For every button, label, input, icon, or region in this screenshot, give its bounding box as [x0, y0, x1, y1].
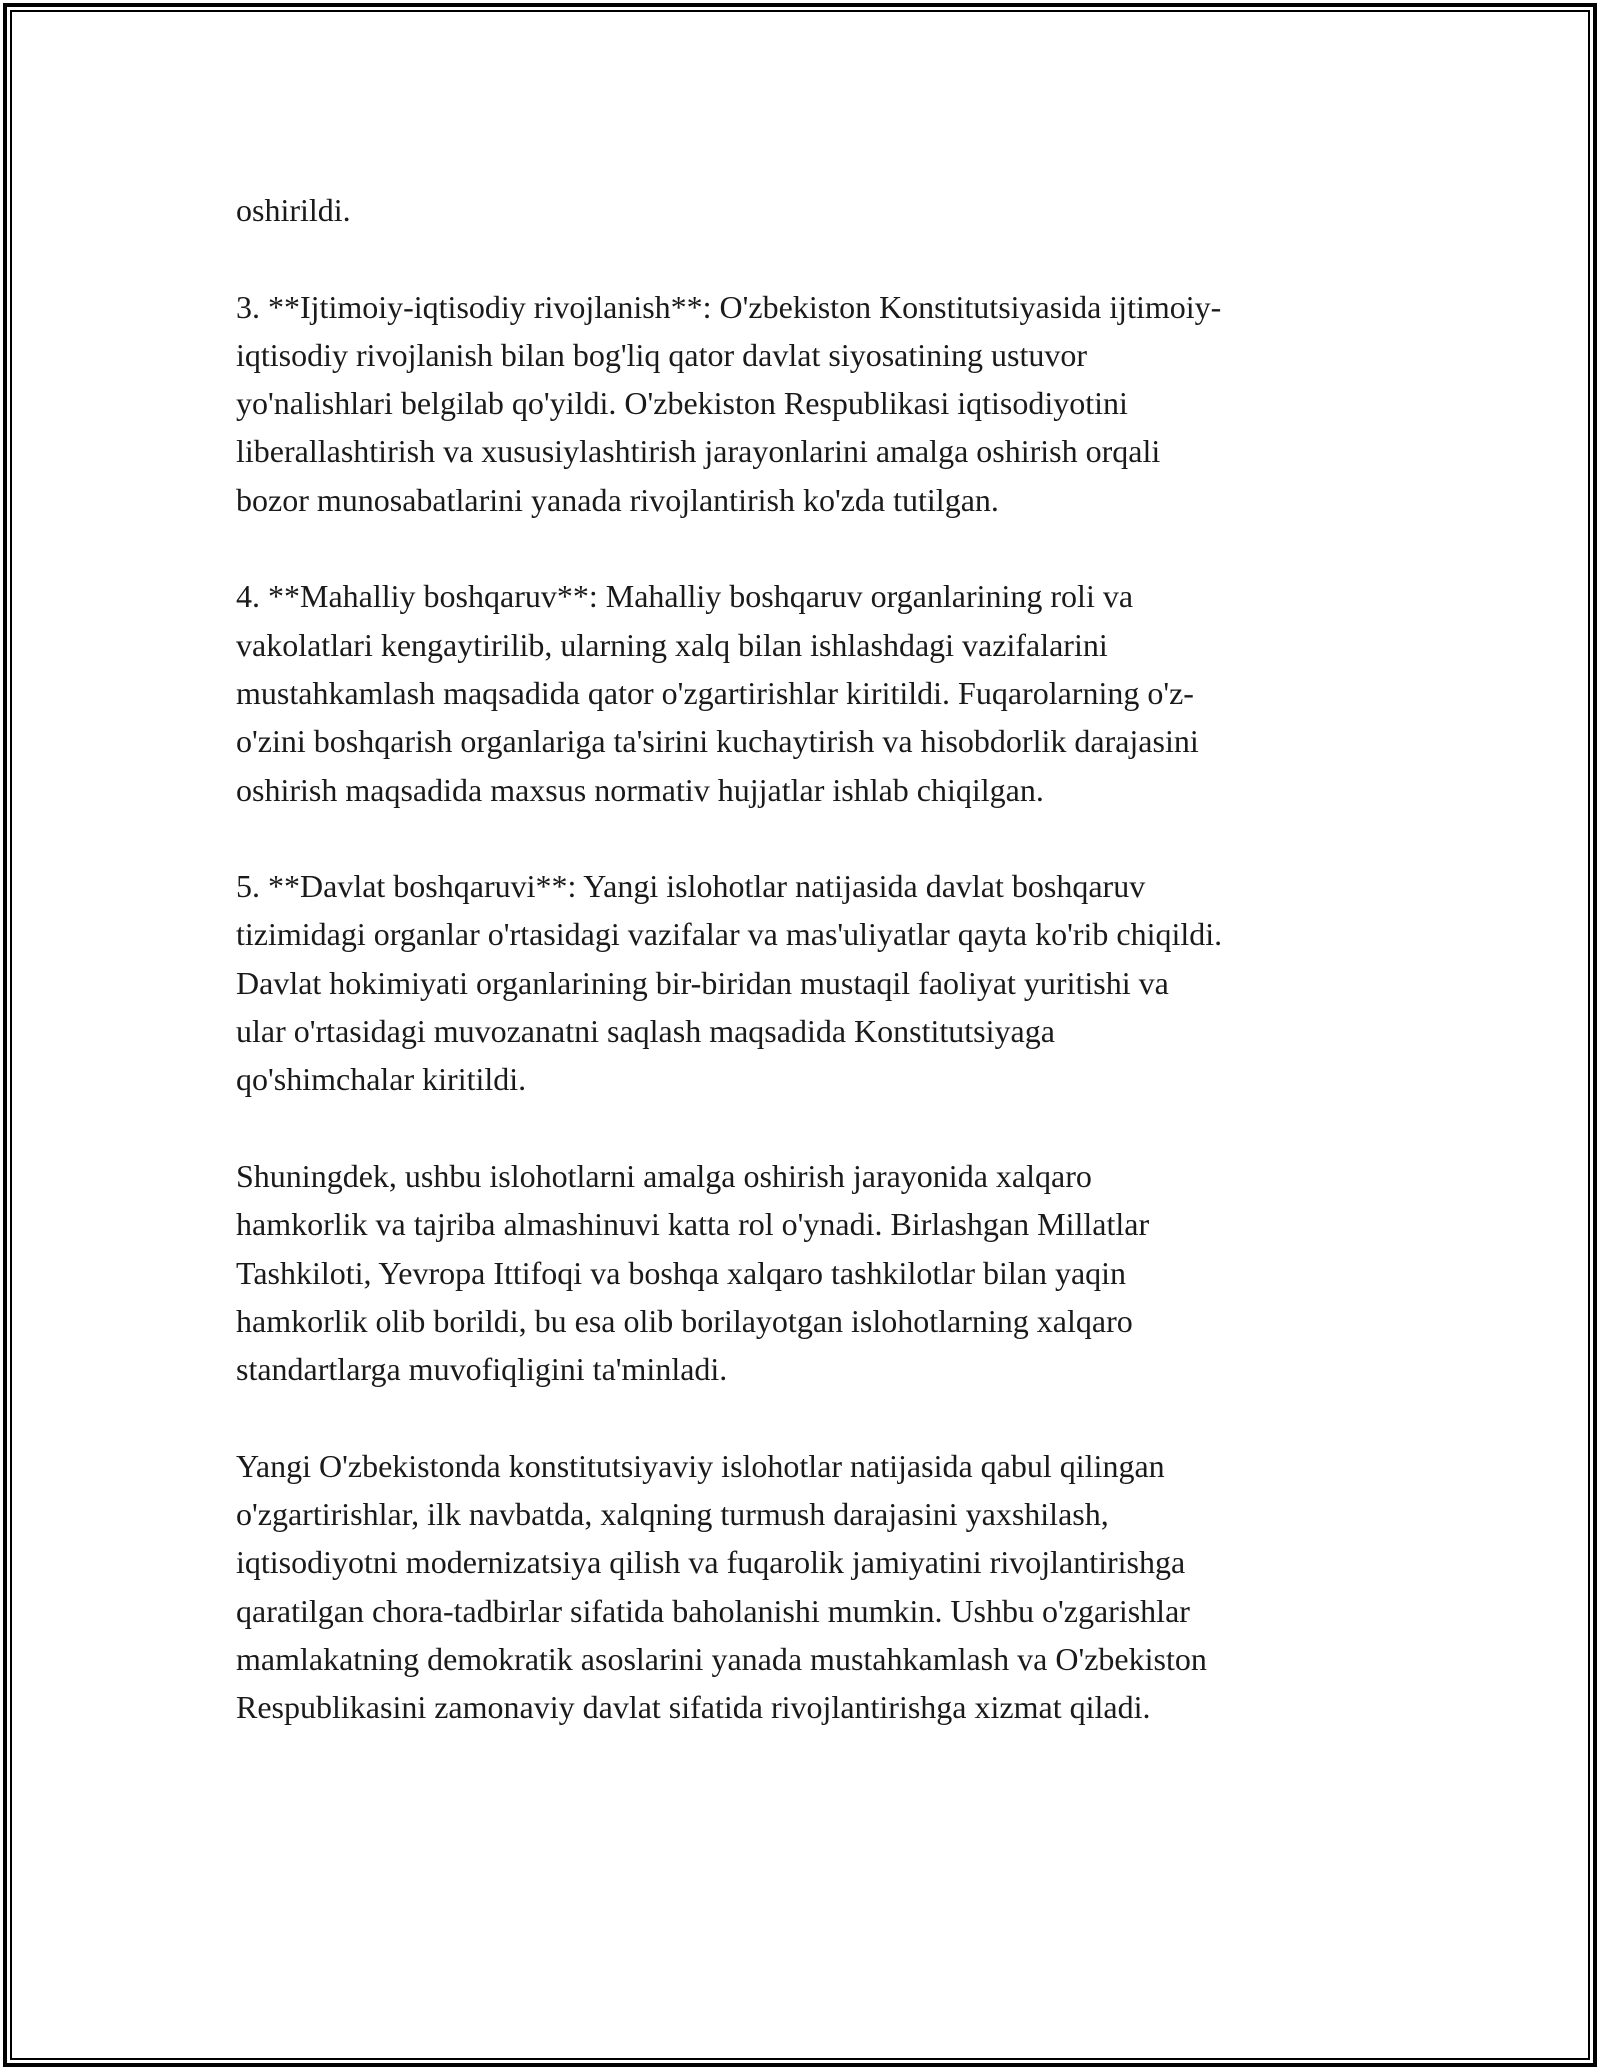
text-line: vakolatlari kengaytirilib, ularning xalq bilan ishlashdagi vazifalarini [236, 626, 1108, 663]
text-line: liberallashtirish va xususiylashtirish jarayonlarini amalga oshirish orqali [236, 433, 1161, 470]
text-line: iqtisodiy rivojlanish bilan bog'liq qator davlat siyosatining ustuvor [236, 336, 1088, 373]
text-line: hamkorlik olib borildi, bu esa olib borilayotgan islohotlarning xalqaro [236, 1302, 1133, 1339]
paragraph-mahalliy-boshqaruv [236, 572, 1386, 813]
text-line: 3. **Ijtimoiy-iqtisodiy rivojlanish**: O'zbekiston Konstitutsiyasida ijtimoiy- [236, 288, 1222, 325]
text-line: bozor munosabatlarini yanada rivojlantirish ko'zda tutilgan. [236, 481, 999, 518]
text-line: iqtisodiyotni modernizatsiya qilish va fuqarolik jamiyatini rivojlantirishga [236, 1544, 1186, 1581]
text-line: qaratilgan chora-tadbirlar sifatida baholanishi mumkin. Ushbu o'zgarishlar [236, 1592, 1190, 1629]
paragraph-ijtimoiy-iqtisodiy [236, 283, 1386, 524]
text-line: tizimidagi organlar o'rtasidagi vazifalar va mas'uliyatlar qayta ko'rib chiqildi. [236, 916, 1223, 953]
text-line: 5. **Davlat boshqaruvi**: Yangi islohotlar natijasida davlat boshqaruv [236, 868, 1146, 905]
paragraph-xalqaro-hamkorlik [236, 1152, 1386, 1393]
text-line: 4. **Mahalliy boshqaruv**: Mahalliy boshqaruv organlarining roli va [236, 578, 1134, 615]
text-line: o'zgartirishlar, ilk navbatda, xalqning turmush darajasini yaxshilash, [236, 1496, 1109, 1533]
text-line: o'zini boshqarish organlariga ta'sirini kuchaytirish va hisobdorlik darajasini [236, 723, 1199, 760]
paragraph-davlat-boshqaruvi [236, 862, 1386, 1103]
document-body [236, 186, 1386, 1780]
text-line: hamkorlik va tajriba almashinuvi katta rol o'ynadi. Birlashgan Millatlar [236, 1206, 1150, 1243]
text-line: standartlarga muvofiqligini ta'minladi. [236, 1351, 728, 1388]
paragraph-conclusion [236, 1442, 1386, 1732]
text-line: oshirildi. [236, 192, 351, 228]
text-line: oshirish maqsadida maxsus normativ hujjatlar ishlab chiqilgan. [236, 771, 1044, 808]
text-line: Davlat hokimiyati organlarining bir-biridan mustaqil faoliyat yuritishi va [236, 964, 1169, 1001]
text-line: Yangi O'zbekistonda konstitutsiyaviy islohotlar natijasida qabul qilingan [236, 1447, 1165, 1484]
text-line: ular o'rtasidagi muvozanatni saqlash maqsadida Konstitutsiyaga [236, 1013, 1055, 1050]
text-line: mustahkamlash maqsadida qator o'zgartirishlar kiritildi. Fuqarolarning o'z- [236, 674, 1194, 711]
text-line: Tashkiloti, Yevropa Ittifoqi va boshqa xalqaro tashkilotlar bilan yaqin [236, 1254, 1127, 1291]
text-line: yo'nalishlari belgilab qo'yildi. O'zbekiston Respublikasi iqtisodiyotini [236, 385, 1128, 422]
text-line: Respublikasini zamonaviy davlat sifatida rivojlantirishga xizmat qiladi. [236, 1689, 1151, 1726]
text-line: qo'shimchalar kiritildi. [236, 1061, 527, 1098]
paragraph-continuation [236, 186, 1386, 234]
text-line: Shuningdek, ushbu islohotlarni amalga oshirish jarayonida xalqaro [236, 1157, 1092, 1194]
text-line: mamlakatning demokratik asoslarini yanada mustahkamlash va O'zbekiston [236, 1640, 1207, 1677]
